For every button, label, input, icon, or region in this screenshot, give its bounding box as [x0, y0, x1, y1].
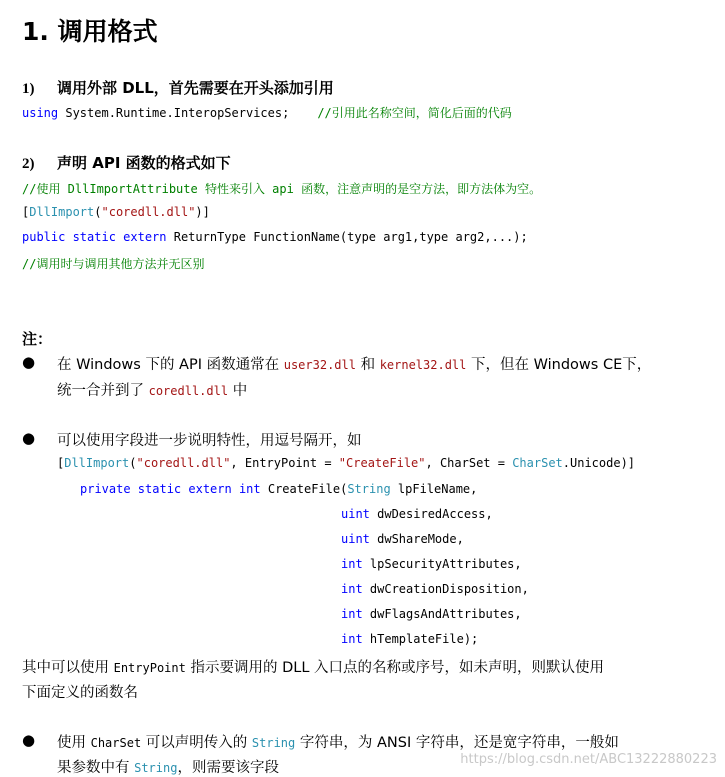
cf-param-name: dwCreationDisposition,	[362, 582, 529, 596]
user32-code: user32.dll	[283, 358, 356, 372]
bullet-1-text-d: 统一合并到了	[57, 383, 149, 399]
cf-decl-param-name: lpFileName,	[390, 482, 478, 496]
cf-param-line	[341, 632, 478, 646]
bullet-1-text-a: 在 Windows 下的 API 函数通常在	[57, 357, 284, 373]
using-namespace: System.Runtime.InteropServices;	[58, 106, 290, 120]
cf-param-type: int	[341, 632, 363, 646]
bullet-3-text-c: 字符串，为 ANSI 字符串，还是宽字符串，一般如	[295, 735, 619, 751]
cf-attr-name: DllImport	[64, 456, 130, 470]
bullet-3-line-1	[57, 731, 619, 752]
cf-attr-entrypoint: , EntryPoint =	[230, 456, 339, 470]
using-code-line	[22, 104, 512, 121]
string-code: String	[134, 761, 178, 775]
cf-attr-function-string: "CreateFile"	[338, 456, 426, 470]
page-title: 1. 调用格式	[22, 17, 158, 46]
attr-close: )]	[195, 205, 210, 219]
bullet-1-text-e: 中	[228, 383, 248, 399]
bullet-3-text-a: 使用	[57, 735, 91, 751]
entrypoint-text-a: 其中可以使用	[22, 660, 114, 676]
cf-param-name: dwDesiredAccess,	[369, 507, 493, 521]
cf-param-line	[341, 607, 522, 621]
using-keyword: using	[22, 106, 59, 120]
entrypoint-code: EntryPoint	[113, 661, 186, 675]
cf-decl-name: CreateFile(	[260, 482, 348, 496]
attr-bracket-open: [	[22, 205, 30, 219]
declaration-signature: ReturnType FunctionName(type arg1,type arg2,...);	[166, 230, 528, 244]
attr-string: "coredll.dll"	[101, 205, 196, 219]
cf-param-line	[341, 532, 464, 546]
section-2-heading-text: 声明 API 函数的格式如下	[57, 154, 231, 172]
cf-param-name: dwShareMode,	[369, 532, 464, 546]
cf-attr-dll-string: "coredll.dll"	[136, 456, 231, 470]
cf-param-type: int	[341, 607, 363, 621]
section-1-heading	[22, 77, 334, 98]
cf-param-name: lpSecurityAttributes,	[362, 557, 522, 571]
cf-decl-param-type: String	[347, 482, 391, 496]
cf-attr-end: .Unicode)]	[562, 456, 636, 470]
dllimport-attribute-line	[22, 205, 210, 219]
bullet-3-text-d: 果参数中有	[57, 760, 135, 776]
cf-decl-keywords: private static extern int	[80, 482, 261, 496]
cf-param-line	[341, 507, 493, 521]
bullet-3-text-e: ，则需要该字段	[177, 760, 279, 776]
watermark: https://blog.csdn.net/ABC13222880223	[460, 752, 717, 767]
entrypoint-paragraph-line-2: 下面定义的函数名	[22, 685, 138, 701]
section-1-heading-text: 调用外部 DLL，首先需要在开头添加引用	[57, 79, 334, 97]
bullet-1-line-1	[57, 353, 651, 374]
bullet-3-marker: ●	[22, 731, 36, 749]
declaration-line	[22, 230, 528, 244]
bullet-1-marker: ●	[22, 353, 36, 371]
bullet-1-text-c: 下，但在 Windows CE下，	[466, 357, 652, 373]
dllimport-comment: //使用 DllImportAttribute 特性来引入 api 函数，注意声明的是空方法，即方法体为空。	[22, 182, 542, 196]
cf-param-name: dwFlagsAndAttributes,	[362, 607, 522, 621]
bullet-2-text: 可以使用字段进一步说明特性，用逗号隔开，如	[57, 433, 362, 449]
section-2-number: 2)	[22, 156, 35, 172]
createfile-attribute-line	[57, 456, 635, 470]
cf-param-line	[341, 582, 529, 596]
cf-param-type: int	[341, 582, 363, 596]
cf-param-type: int	[341, 557, 363, 571]
cf-param-type: uint	[341, 532, 370, 546]
bullet-3-text-b: 可以声明传入的	[141, 735, 252, 751]
using-comment: //引用此名称空间，简化后面的代码	[317, 106, 512, 120]
call-comment: //调用时与调用其他方法并无区别	[22, 257, 205, 271]
note-label: 注：	[22, 330, 53, 348]
bullet-2-marker: ●	[22, 429, 36, 447]
attr-paren-open: (	[94, 205, 102, 219]
entrypoint-text-b: 指示要调用的 DLL 入口点的名称或序号，如未声明，则默认使用	[185, 660, 605, 676]
cf-param-type: uint	[341, 507, 370, 521]
cf-attr-paren: (	[129, 456, 137, 470]
createfile-declaration-line	[80, 482, 477, 496]
bullet-3-line-2	[57, 756, 279, 777]
cf-attr-charset-type: CharSet	[512, 456, 563, 470]
cf-param-line	[341, 557, 522, 571]
section-1-number: 1)	[22, 81, 35, 97]
bullet-1-text-b: 和	[355, 357, 380, 373]
cf-param-name: hTemplateFile);	[362, 632, 479, 646]
string-code: String	[251, 736, 296, 750]
section-2-heading	[22, 152, 231, 173]
cf-attr-charset: , CharSet =	[425, 456, 513, 470]
coredll-code: coredll.dll	[148, 384, 229, 398]
entrypoint-paragraph-line-1	[22, 656, 604, 677]
cf-attr-open: [	[57, 456, 65, 470]
declaration-keywords: public static extern	[22, 230, 167, 244]
charset-code: CharSet	[90, 736, 142, 750]
kernel32-code: kernel32.dll	[379, 358, 467, 372]
bullet-1-line-2	[57, 379, 247, 400]
attr-name: DllImport	[29, 205, 95, 219]
